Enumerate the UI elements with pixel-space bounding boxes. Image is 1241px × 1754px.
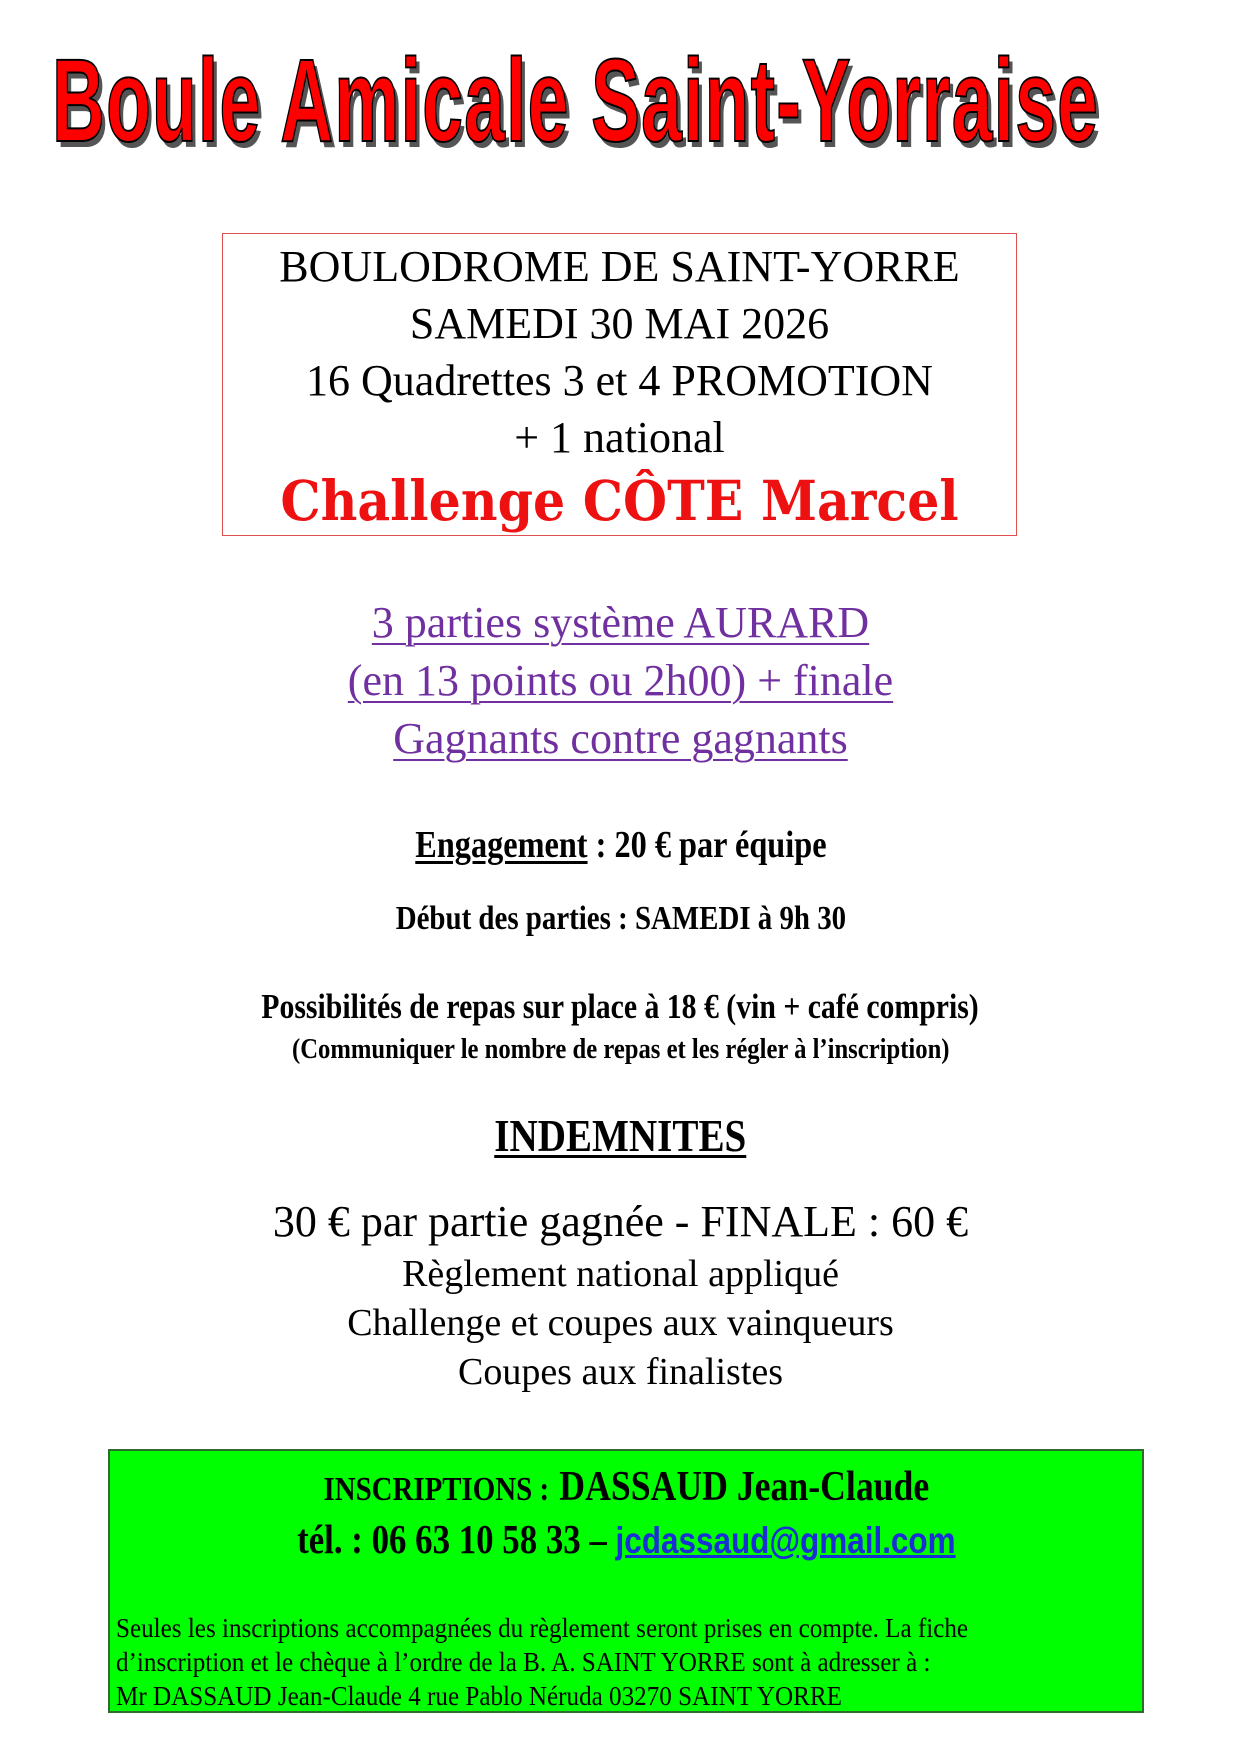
- inscriptions-label: INSCRIPTIONS :: [323, 1471, 549, 1508]
- format-line-3: Gagnants contre gagnants: [393, 714, 848, 763]
- format-line-1: 3 parties système AURARD: [371, 598, 870, 647]
- fine-print-line-3: Mr DASSAUD Jean-Claude 4 rue Pablo Néruda 03270 SAINT YORRE: [116, 1681, 843, 1711]
- venue-box: [222, 233, 1017, 536]
- event-extra: + 1 national: [514, 413, 725, 462]
- contact-email-link[interactable]: jcdassaud@gmail.com: [615, 1520, 956, 1561]
- indemnites-rules: [0, 1250, 1241, 1397]
- debut-text: Début des parties : SAMEDI à 9h 30: [395, 900, 846, 937]
- engagement-line: [0, 822, 1241, 868]
- contact-phone: tél. : 06 63 10 58 33 –: [296, 1516, 607, 1562]
- event-category: 16 Quadrettes 3 et 4 PROMOTION: [306, 356, 933, 405]
- debut-line: [0, 898, 1241, 940]
- challenge-name: Challenge CÔTE Marcel: [280, 468, 959, 533]
- event-date: SAMEDI 30 MAI 2026: [409, 299, 830, 348]
- engagement-label: Engagement: [414, 824, 588, 866]
- repas-note: (Communiquer le nombre de repas et les régler à l’inscription): [291, 1033, 950, 1065]
- contact-name: DASSAUD Jean-Claude: [558, 1464, 929, 1510]
- page-title: Boule Amicale Saint-Yorraise: [52, 35, 1100, 167]
- engagement-value: : 20 € par équipe: [587, 824, 827, 866]
- rule-line-2: Challenge et coupes aux vainqueurs: [347, 1302, 894, 1344]
- format-block: [0, 594, 1241, 768]
- repas-text: Possibilités de repas sur place à 18 € (vin + café compris): [261, 987, 980, 1026]
- inscriptions-box: [108, 1449, 1144, 1713]
- repas-line: [0, 986, 1241, 1028]
- format-line-2: (en 13 points ou 2h00) + finale: [347, 656, 894, 705]
- fine-print: [116, 1611, 968, 1713]
- indemnites-heading: INDEMNITES: [494, 1110, 747, 1161]
- rule-line-3: Coupes aux finalistes: [457, 1351, 784, 1393]
- repas-note-line: [0, 1031, 1241, 1067]
- contact-line: [110, 1513, 1142, 1575]
- rule-line-1: Règlement national appliqué: [402, 1253, 839, 1295]
- fine-print-line-2: d’inscription et le chèque à l’ordre de la B. A. SAINT YORRE sont à adresser à :: [116, 1647, 931, 1677]
- venue-name: BOULODROME DE SAINT-YORRE: [279, 242, 960, 291]
- fine-print-line-1: Seules les inscriptions accompagnées du règlement seront prises en compte. La fiche: [116, 1613, 969, 1643]
- indemnites-amount: 30 € par partie gagnée - FINALE : 60 €: [272, 1197, 969, 1246]
